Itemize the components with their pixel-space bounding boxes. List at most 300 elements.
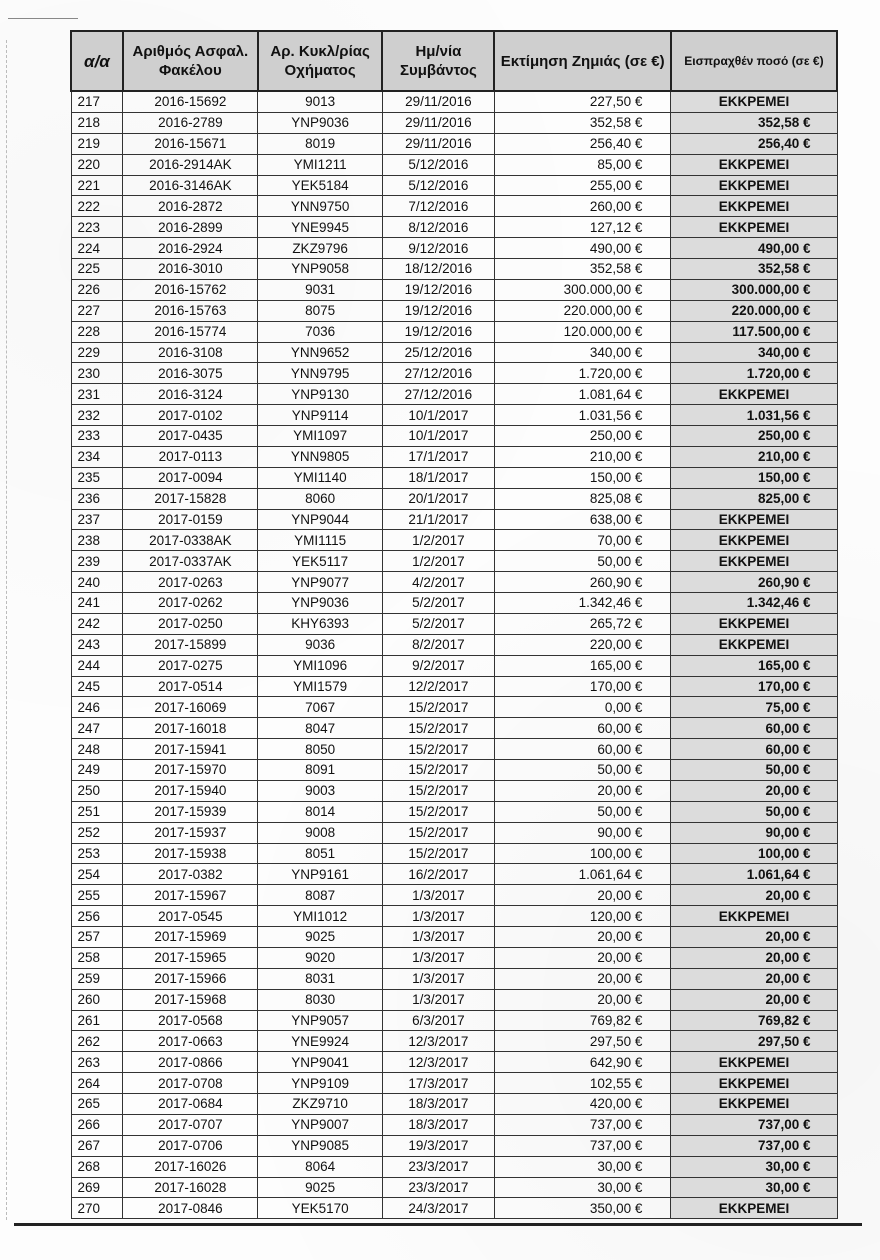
cell-file-number: 2017-15939 xyxy=(123,801,258,822)
cell-serial-number: 227 xyxy=(71,300,123,321)
table-row xyxy=(71,384,837,405)
cell-file-number: 2016-2899 xyxy=(123,217,258,238)
cell-serial-number: 266 xyxy=(71,1114,123,1135)
cell-file-number: 2017-0568 xyxy=(123,1010,258,1031)
table-row xyxy=(71,947,837,968)
cell-received-amount: ΕΚΚΡΕΜΕΙ xyxy=(671,613,837,634)
table-row xyxy=(71,91,837,112)
cell-vehicle-plate: YMI1097 xyxy=(258,426,383,447)
cell-received-amount: 300.000,00 € xyxy=(671,279,837,300)
cell-damage-estimate: 120,00 € xyxy=(494,906,670,927)
cell-file-number: 2017-15967 xyxy=(123,885,258,906)
cell-received-amount: ΕΚΚΡΕΜΕΙ xyxy=(671,1052,837,1073)
cell-incident-date: 15/2/2017 xyxy=(382,843,494,864)
cell-serial-number: 245 xyxy=(71,676,123,697)
cell-received-amount: ΕΚΚΡΕΜΕΙ xyxy=(671,509,837,530)
cell-serial-number: 218 xyxy=(71,112,123,133)
cell-file-number: 2017-0263 xyxy=(123,572,258,593)
cell-serial-number: 252 xyxy=(71,822,123,843)
cell-serial-number: 243 xyxy=(71,634,123,655)
cell-vehicle-plate: YEK5184 xyxy=(258,175,383,196)
cell-damage-estimate: 60,00 € xyxy=(494,739,670,760)
cell-incident-date: 19/12/2016 xyxy=(382,321,494,342)
cell-vehicle-plate: 7036 xyxy=(258,321,383,342)
cell-vehicle-plate: 8060 xyxy=(258,488,383,509)
cell-received-amount: 165,00 € xyxy=(671,655,837,676)
cell-vehicle-plate: YMI1211 xyxy=(258,154,383,175)
table-row xyxy=(71,1052,837,1073)
table-row xyxy=(71,279,837,300)
table-row xyxy=(71,718,837,739)
cell-vehicle-plate: 8091 xyxy=(258,760,383,781)
table-row xyxy=(71,238,837,259)
cell-incident-date: 23/3/2017 xyxy=(382,1156,494,1177)
cell-incident-date: 5/2/2017 xyxy=(382,613,494,634)
cell-vehicle-plate: YNE9945 xyxy=(258,217,383,238)
cell-vehicle-plate: 9025 xyxy=(258,927,383,948)
cell-damage-estimate: 20,00 € xyxy=(494,989,670,1010)
cell-serial-number: 239 xyxy=(71,551,123,572)
table-row xyxy=(71,613,837,634)
cell-damage-estimate: 60,00 € xyxy=(494,718,670,739)
cell-serial-number: 255 xyxy=(71,885,123,906)
cell-incident-date: 4/2/2017 xyxy=(382,572,494,593)
cell-file-number: 2017-0382 xyxy=(123,864,258,885)
cell-incident-date: 18/3/2017 xyxy=(382,1114,494,1135)
cell-received-amount: 60,00 € xyxy=(671,739,837,760)
cell-vehicle-plate: YNP9044 xyxy=(258,509,383,530)
cell-damage-estimate: 70,00 € xyxy=(494,530,670,551)
cell-serial-number: 251 xyxy=(71,801,123,822)
cell-damage-estimate: 20,00 € xyxy=(494,885,670,906)
cell-file-number: 2017-0102 xyxy=(123,405,258,426)
cell-file-number: 2017-0094 xyxy=(123,467,258,488)
cell-file-number: 2016-2789 xyxy=(123,112,258,133)
cell-file-number: 2017-15940 xyxy=(123,780,258,801)
top-scan-mark xyxy=(8,18,78,19)
cell-received-amount: 100,00 € xyxy=(671,843,837,864)
cell-damage-estimate: 20,00 € xyxy=(494,968,670,989)
cell-serial-number: 246 xyxy=(71,697,123,718)
cell-received-amount: 50,00 € xyxy=(671,760,837,781)
cell-serial-number: 223 xyxy=(71,217,123,238)
table-row xyxy=(71,822,837,843)
cell-received-amount: ΕΚΚΡΕΜΕΙ xyxy=(671,217,837,238)
cell-vehicle-plate: ZKZ9710 xyxy=(258,1094,383,1115)
cell-received-amount: ΕΚΚΡΕΜΕΙ xyxy=(671,1198,837,1219)
table-row xyxy=(71,1156,837,1177)
cell-damage-estimate: 102,55 € xyxy=(494,1073,670,1094)
table-row xyxy=(71,175,837,196)
cell-received-amount: 490,00 € xyxy=(671,238,837,259)
cell-received-amount: 737,00 € xyxy=(671,1135,837,1156)
header-damage-estimate: Εκτίμηση Ζημιάς (σε €) xyxy=(494,31,670,91)
cell-damage-estimate: 0,00 € xyxy=(494,697,670,718)
cell-vehicle-plate: YNP9036 xyxy=(258,593,383,614)
table-row xyxy=(71,801,837,822)
table-row xyxy=(71,1010,837,1031)
cell-damage-estimate: 352,58 € xyxy=(494,259,670,280)
cell-damage-estimate: 1.342,46 € xyxy=(494,593,670,614)
cell-vehicle-plate: YNP9007 xyxy=(258,1114,383,1135)
cell-incident-date: 19/3/2017 xyxy=(382,1135,494,1156)
cell-damage-estimate: 255,00 € xyxy=(494,175,670,196)
cell-serial-number: 240 xyxy=(71,572,123,593)
claims-table xyxy=(70,30,838,1219)
cell-file-number: 2017-0113 xyxy=(123,446,258,467)
cell-damage-estimate: 352,58 € xyxy=(494,112,670,133)
table-row xyxy=(71,405,837,426)
table-body xyxy=(71,91,837,1219)
cell-received-amount: 340,00 € xyxy=(671,342,837,363)
cell-file-number: 2016-3124 xyxy=(123,384,258,405)
cell-damage-estimate: 127,12 € xyxy=(494,217,670,238)
table-row xyxy=(71,1031,837,1052)
cell-received-amount: ΕΚΚΡΕΜΕΙ xyxy=(671,175,837,196)
cell-serial-number: 231 xyxy=(71,384,123,405)
cell-received-amount: 220.000,00 € xyxy=(671,300,837,321)
cell-damage-estimate: 1.081,64 € xyxy=(494,384,670,405)
cell-damage-estimate: 1.031,56 € xyxy=(494,405,670,426)
cell-vehicle-plate: YNP9130 xyxy=(258,384,383,405)
cell-received-amount: 737,00 € xyxy=(671,1114,837,1135)
cell-file-number: 2017-0708 xyxy=(123,1073,258,1094)
cell-file-number: 2017-15828 xyxy=(123,488,258,509)
cell-received-amount: ΕΚΚΡΕΜΕΙ xyxy=(671,530,837,551)
cell-incident-date: 1/3/2017 xyxy=(382,947,494,968)
cell-received-amount: ΕΚΚΡΕΜΕΙ xyxy=(671,551,837,572)
header-vehicle-plate: Αρ. Κυκλ/ρίας Οχήματος xyxy=(258,31,383,91)
cell-vehicle-plate: YMI1140 xyxy=(258,467,383,488)
cell-vehicle-plate: 8075 xyxy=(258,300,383,321)
table-row xyxy=(71,321,837,342)
cell-file-number: 2017-0435 xyxy=(123,426,258,447)
cell-vehicle-plate: 9020 xyxy=(258,947,383,968)
cell-received-amount: ΕΚΚΡΕΜΕΙ xyxy=(671,1073,837,1094)
cell-received-amount: 170,00 € xyxy=(671,676,837,697)
cell-serial-number: 264 xyxy=(71,1073,123,1094)
cell-file-number: 2017-0514 xyxy=(123,676,258,697)
cell-serial-number: 262 xyxy=(71,1031,123,1052)
cell-file-number: 2017-16069 xyxy=(123,697,258,718)
cell-serial-number: 265 xyxy=(71,1094,123,1115)
table-row xyxy=(71,843,837,864)
cell-serial-number: 253 xyxy=(71,843,123,864)
cell-file-number: 2017-15969 xyxy=(123,927,258,948)
cell-vehicle-plate: YEK5117 xyxy=(258,551,383,572)
cell-vehicle-plate: YMI1096 xyxy=(258,655,383,676)
cell-serial-number: 256 xyxy=(71,906,123,927)
cell-damage-estimate: 120.000,00 € xyxy=(494,321,670,342)
cell-damage-estimate: 420,00 € xyxy=(494,1094,670,1115)
cell-incident-date: 23/3/2017 xyxy=(382,1177,494,1198)
cell-received-amount: 20,00 € xyxy=(671,927,837,948)
cell-file-number: 2016-15762 xyxy=(123,279,258,300)
cell-incident-date: 5/12/2016 xyxy=(382,154,494,175)
table-row xyxy=(71,300,837,321)
cell-damage-estimate: 256,40 € xyxy=(494,133,670,154)
cell-serial-number: 237 xyxy=(71,509,123,530)
cell-vehicle-plate: 9036 xyxy=(258,634,383,655)
cell-file-number: 2017-16028 xyxy=(123,1177,258,1198)
cell-incident-date: 29/11/2016 xyxy=(382,133,494,154)
cell-vehicle-plate: YNP9114 xyxy=(258,405,383,426)
table-row xyxy=(71,634,837,655)
cell-incident-date: 29/11/2016 xyxy=(382,112,494,133)
cell-received-amount: 825,00 € xyxy=(671,488,837,509)
table-row xyxy=(71,697,837,718)
cell-received-amount: 90,00 € xyxy=(671,822,837,843)
cell-received-amount: 117.500,00 € xyxy=(671,321,837,342)
cell-received-amount: 1.720,00 € xyxy=(671,363,837,384)
cell-damage-estimate: 297,50 € xyxy=(494,1031,670,1052)
cell-file-number: 2017-15941 xyxy=(123,739,258,760)
cell-damage-estimate: 1.061,64 € xyxy=(494,864,670,885)
cell-serial-number: 226 xyxy=(71,279,123,300)
cell-received-amount: 20,00 € xyxy=(671,885,837,906)
cell-file-number: 2017-15968 xyxy=(123,989,258,1010)
table-row xyxy=(71,1177,837,1198)
cell-received-amount: ΕΚΚΡΕΜΕΙ xyxy=(671,154,837,175)
cell-incident-date: 15/2/2017 xyxy=(382,718,494,739)
cell-damage-estimate: 638,00 € xyxy=(494,509,670,530)
cell-received-amount: 352,58 € xyxy=(671,259,837,280)
header-row xyxy=(71,31,837,91)
table-row xyxy=(71,655,837,676)
cell-serial-number: 234 xyxy=(71,446,123,467)
cell-damage-estimate: 260,00 € xyxy=(494,196,670,217)
cell-received-amount: 260,90 € xyxy=(671,572,837,593)
cell-vehicle-plate: YNE9924 xyxy=(258,1031,383,1052)
cell-incident-date: 27/12/2016 xyxy=(382,363,494,384)
cell-damage-estimate: 350,00 € xyxy=(494,1198,670,1219)
cell-incident-date: 17/3/2017 xyxy=(382,1073,494,1094)
cell-file-number: 2017-15899 xyxy=(123,634,258,655)
cell-received-amount: ΕΚΚΡΕΜΕΙ xyxy=(671,634,837,655)
cell-vehicle-plate: YNP9109 xyxy=(258,1073,383,1094)
cell-received-amount: ΕΚΚΡΕΜΕΙ xyxy=(671,384,837,405)
header-serial-number: α/α xyxy=(71,31,123,91)
cell-incident-date: 1/3/2017 xyxy=(382,968,494,989)
cell-vehicle-plate: 9025 xyxy=(258,1177,383,1198)
header-file-number: Αριθμός Ασφαλ. Φακέλου xyxy=(123,31,258,91)
cell-received-amount: 297,50 € xyxy=(671,1031,837,1052)
cell-damage-estimate: 210,00 € xyxy=(494,446,670,467)
cell-serial-number: 236 xyxy=(71,488,123,509)
cell-incident-date: 27/12/2016 xyxy=(382,384,494,405)
cell-vehicle-plate: YEK5170 xyxy=(258,1198,383,1219)
cell-received-amount: 150,00 € xyxy=(671,467,837,488)
cell-incident-date: 15/2/2017 xyxy=(382,739,494,760)
table-row xyxy=(71,1135,837,1156)
cell-serial-number: 258 xyxy=(71,947,123,968)
cell-incident-date: 7/12/2016 xyxy=(382,196,494,217)
cell-file-number: 2017-0262 xyxy=(123,593,258,614)
cell-file-number: 2017-15937 xyxy=(123,822,258,843)
cell-damage-estimate: 737,00 € xyxy=(494,1114,670,1135)
table-row xyxy=(71,154,837,175)
cell-received-amount: ΕΚΚΡΕΜΕΙ xyxy=(671,196,837,217)
cell-incident-date: 20/1/2017 xyxy=(382,488,494,509)
cell-serial-number: 263 xyxy=(71,1052,123,1073)
cell-damage-estimate: 50,00 € xyxy=(494,551,670,572)
cell-vehicle-plate: 9003 xyxy=(258,780,383,801)
cell-file-number: 2017-0338AK xyxy=(123,530,258,551)
table-row xyxy=(71,342,837,363)
cell-file-number: 2017-15938 xyxy=(123,843,258,864)
cell-serial-number: 244 xyxy=(71,655,123,676)
cell-incident-date: 12/2/2017 xyxy=(382,676,494,697)
cell-damage-estimate: 165,00 € xyxy=(494,655,670,676)
cell-damage-estimate: 20,00 € xyxy=(494,780,670,801)
cell-file-number: 2016-15692 xyxy=(123,91,258,112)
cell-received-amount: 210,00 € xyxy=(671,446,837,467)
cell-file-number: 2016-3075 xyxy=(123,363,258,384)
left-scan-edge xyxy=(6,40,7,1220)
cell-serial-number: 249 xyxy=(71,760,123,781)
cell-serial-number: 241 xyxy=(71,593,123,614)
cell-incident-date: 15/2/2017 xyxy=(382,801,494,822)
cell-damage-estimate: 30,00 € xyxy=(494,1177,670,1198)
cell-incident-date: 12/3/2017 xyxy=(382,1031,494,1052)
cell-vehicle-plate: 8087 xyxy=(258,885,383,906)
table-row xyxy=(71,112,837,133)
cell-file-number: 2016-15763 xyxy=(123,300,258,321)
cell-damage-estimate: 642,90 € xyxy=(494,1052,670,1073)
cell-file-number: 2017-16018 xyxy=(123,718,258,739)
cell-serial-number: 224 xyxy=(71,238,123,259)
cell-serial-number: 217 xyxy=(71,91,123,112)
cell-file-number: 2016-3146AK xyxy=(123,175,258,196)
cell-vehicle-plate: ZKZ9796 xyxy=(258,238,383,259)
cell-received-amount: ΕΚΚΡΕΜΕΙ xyxy=(671,906,837,927)
table-row xyxy=(71,446,837,467)
table-row xyxy=(71,488,837,509)
table-row xyxy=(71,572,837,593)
cell-incident-date: 18/1/2017 xyxy=(382,467,494,488)
cell-incident-date: 25/12/2016 xyxy=(382,342,494,363)
cell-incident-date: 1/3/2017 xyxy=(382,989,494,1010)
cell-vehicle-plate: 8050 xyxy=(258,739,383,760)
cell-incident-date: 16/2/2017 xyxy=(382,864,494,885)
cell-file-number: 2016-3010 xyxy=(123,259,258,280)
cell-damage-estimate: 825,08 € xyxy=(494,488,670,509)
cell-damage-estimate: 265,72 € xyxy=(494,613,670,634)
cell-incident-date: 15/2/2017 xyxy=(382,780,494,801)
cell-serial-number: 228 xyxy=(71,321,123,342)
cell-file-number: 2016-15774 xyxy=(123,321,258,342)
table-row xyxy=(71,593,837,614)
cell-received-amount: 20,00 € xyxy=(671,968,837,989)
cell-received-amount: 30,00 € xyxy=(671,1177,837,1198)
cell-vehicle-plate: 8051 xyxy=(258,843,383,864)
cell-file-number: 2017-0866 xyxy=(123,1052,258,1073)
cell-serial-number: 247 xyxy=(71,718,123,739)
cell-received-amount: 75,00 € xyxy=(671,697,837,718)
cell-vehicle-plate: YNP9041 xyxy=(258,1052,383,1073)
cell-vehicle-plate: YNN9795 xyxy=(258,363,383,384)
cell-incident-date: 19/12/2016 xyxy=(382,300,494,321)
cell-vehicle-plate: 8047 xyxy=(258,718,383,739)
cell-serial-number: 248 xyxy=(71,739,123,760)
table-row xyxy=(71,530,837,551)
cell-damage-estimate: 227,50 € xyxy=(494,91,670,112)
cell-file-number: 2017-0684 xyxy=(123,1094,258,1115)
cell-serial-number: 221 xyxy=(71,175,123,196)
cell-vehicle-plate: YMI1579 xyxy=(258,676,383,697)
table-row xyxy=(71,259,837,280)
cell-file-number: 2016-3108 xyxy=(123,342,258,363)
table-row xyxy=(71,780,837,801)
table-row xyxy=(71,1114,837,1135)
cell-received-amount: 769,82 € xyxy=(671,1010,837,1031)
cell-vehicle-plate: 8064 xyxy=(258,1156,383,1177)
cell-incident-date: 21/1/2017 xyxy=(382,509,494,530)
cell-received-amount: 1.342,46 € xyxy=(671,593,837,614)
table-row xyxy=(71,906,837,927)
cell-serial-number: 229 xyxy=(71,342,123,363)
table-row xyxy=(71,509,837,530)
cell-incident-date: 5/12/2016 xyxy=(382,175,494,196)
cell-file-number: 2017-0707 xyxy=(123,1114,258,1135)
cell-vehicle-plate: YNN9750 xyxy=(258,196,383,217)
cell-serial-number: 259 xyxy=(71,968,123,989)
cell-file-number: 2016-2872 xyxy=(123,196,258,217)
cell-vehicle-plate: YNP9036 xyxy=(258,112,383,133)
cell-serial-number: 257 xyxy=(71,927,123,948)
cell-damage-estimate: 260,90 € xyxy=(494,572,670,593)
cell-vehicle-plate: 8014 xyxy=(258,801,383,822)
cell-incident-date: 19/12/2016 xyxy=(382,279,494,300)
cell-serial-number: 260 xyxy=(71,989,123,1010)
cell-serial-number: 250 xyxy=(71,780,123,801)
cell-vehicle-plate: YNN9652 xyxy=(258,342,383,363)
table-row xyxy=(71,927,837,948)
cell-incident-date: 17/1/2017 xyxy=(382,446,494,467)
cell-received-amount: 20,00 € xyxy=(671,947,837,968)
cell-damage-estimate: 50,00 € xyxy=(494,801,670,822)
cell-received-amount: 352,58 € xyxy=(671,112,837,133)
cell-damage-estimate: 340,00 € xyxy=(494,342,670,363)
table-row xyxy=(71,1198,837,1219)
cell-file-number: 2017-0545 xyxy=(123,906,258,927)
cell-received-amount: 250,00 € xyxy=(671,426,837,447)
cell-file-number: 2017-0275 xyxy=(123,655,258,676)
cell-vehicle-plate: YNP9058 xyxy=(258,259,383,280)
table-row xyxy=(71,196,837,217)
cell-file-number: 2017-16026 xyxy=(123,1156,258,1177)
cell-file-number: 2017-0663 xyxy=(123,1031,258,1052)
cell-damage-estimate: 250,00 € xyxy=(494,426,670,447)
cell-incident-date: 1/3/2017 xyxy=(382,927,494,948)
cell-file-number: 2017-0706 xyxy=(123,1135,258,1156)
cell-vehicle-plate: 8030 xyxy=(258,989,383,1010)
cell-damage-estimate: 1.720,00 € xyxy=(494,363,670,384)
cell-incident-date: 18/12/2016 xyxy=(382,259,494,280)
cell-vehicle-plate: YMI1115 xyxy=(258,530,383,551)
cell-serial-number: 222 xyxy=(71,196,123,217)
table-row xyxy=(71,676,837,697)
cell-received-amount: 1.061,64 € xyxy=(671,864,837,885)
cell-incident-date: 15/2/2017 xyxy=(382,697,494,718)
cell-damage-estimate: 20,00 € xyxy=(494,947,670,968)
cell-file-number: 2016-2924 xyxy=(123,238,258,259)
cell-serial-number: 238 xyxy=(71,530,123,551)
cell-serial-number: 261 xyxy=(71,1010,123,1031)
table-row xyxy=(71,1094,837,1115)
cell-incident-date: 12/3/2017 xyxy=(382,1052,494,1073)
cell-vehicle-plate: YNP9057 xyxy=(258,1010,383,1031)
